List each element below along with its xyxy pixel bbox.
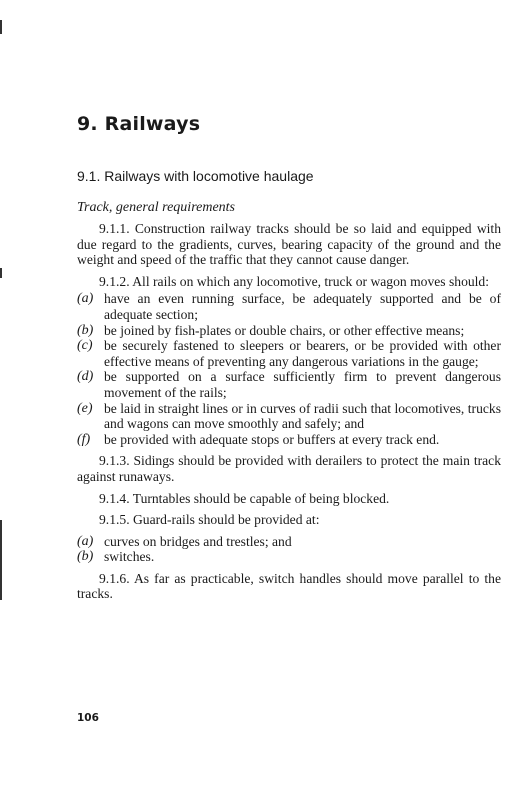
list-item-label: (a) xyxy=(77,533,94,549)
list-item xyxy=(77,432,501,448)
list-item-text: be laid in straight lines or in curves of radii such that locomotives, trucks and wagons can move smoothly and safely; and xyxy=(104,400,501,432)
body-text xyxy=(77,221,501,608)
scan-edge-mark xyxy=(0,520,2,600)
scan-edge-mark xyxy=(0,20,2,34)
subsection-heading: Track, general requirements xyxy=(77,200,235,215)
list-item-text: curves on bridges and trestles; and xyxy=(104,533,292,549)
list-item-label: (b) xyxy=(77,549,94,565)
list-item xyxy=(77,534,501,550)
section-heading: 9.1. Railways with locomotive haulage xyxy=(77,168,314,184)
list-item-text: be joined by fish-plates or double chairs, or other effective means; xyxy=(104,322,465,338)
list-item xyxy=(77,323,501,339)
paragraph-9-1-6: 9.1.6. As far as practicable, switch handles should move parallel to the tracks. xyxy=(77,570,501,602)
chapter-title: 9. Railways xyxy=(77,113,201,135)
list-item-label: (e) xyxy=(77,400,93,416)
list-item-label: (f) xyxy=(77,431,91,447)
list-item-label: (a) xyxy=(77,291,94,307)
list-item xyxy=(77,291,501,322)
rail-requirements-list xyxy=(77,291,501,447)
list-item xyxy=(77,369,501,400)
guard-rail-locations-list xyxy=(77,534,501,565)
list-item xyxy=(77,401,501,432)
list-item xyxy=(77,338,501,369)
list-item-text: switches. xyxy=(104,549,155,565)
list-item-label: (b) xyxy=(77,322,94,338)
paragraph-9-1-4: 9.1.4. Turntables should be capable of being blocked. xyxy=(99,490,390,506)
list-item-text: be provided with adequate stops or buffers at every track end. xyxy=(104,431,440,447)
paragraph-9-1-2: 9.1.2. All rails on which any locomotive, truck or wagon moves should: xyxy=(99,273,490,289)
paragraph-9-1-5: 9.1.5. Guard-rails should be provided at: xyxy=(99,512,320,528)
list-item-text: be securely fastened to sleepers or bearers, or be provided with other effective means of preventing any dangerous variations in the gauge; xyxy=(104,338,501,369)
list-item-text: be supported on a surface sufficiently firm to prevent dangerous movement of the rails; xyxy=(104,369,501,400)
page-number: 106 xyxy=(77,712,99,724)
paragraph-9-1-3: 9.1.3. Sidings should be provided with derailers to protect the main track against runaways. xyxy=(77,453,501,484)
list-item xyxy=(77,549,501,565)
paragraph-9-1-1: 9.1.1. Construction railway tracks should be so laid and equipped with due regard to the gradients, curves, bearing capacity of the ground and the weight and speed of the traffic that they cannot cause danger. xyxy=(77,221,501,268)
list-item-label: (d) xyxy=(77,369,94,385)
list-item-label: (c) xyxy=(77,338,93,354)
list-item-text: have an even running surface, be adequately supported and be of adequate section; xyxy=(104,291,501,322)
scan-edge-mark xyxy=(0,268,2,278)
